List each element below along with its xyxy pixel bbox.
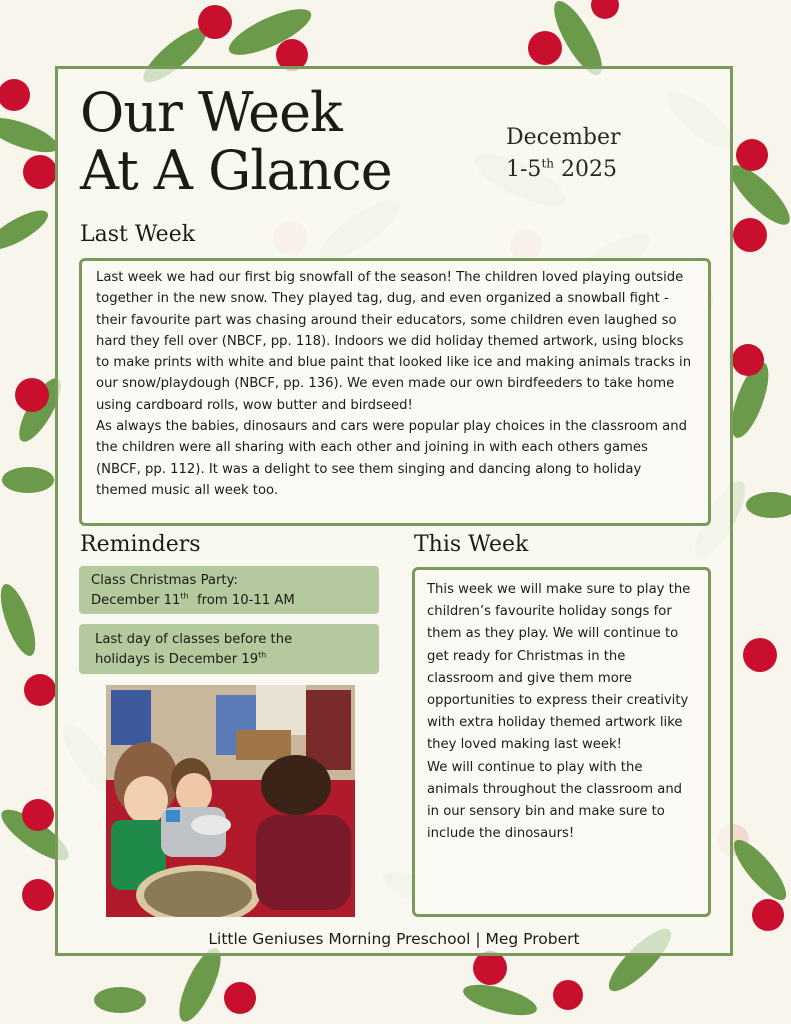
date-month: December — [506, 125, 621, 150]
classroom-photo-illustration — [106, 685, 355, 917]
footer-credit: Little Geniuses Morning Preschool | Meg Probert — [208, 930, 580, 948]
last-week-box — [79, 258, 711, 526]
reminder-1-time: from 10-11 AM — [188, 593, 295, 608]
week-date — [506, 122, 620, 186]
last-week-paragraph-2: As always the babies, dinosaurs and cars were popular play choices in the classroom and the children were all sharing with each other and joining in with each others games (NBCF, pp. 112). It was a delight to see them singing and dancing along to holiday themed music all week too. — [96, 419, 687, 498]
this-week-box — [412, 567, 711, 917]
reminder-2-date: holidays is December 19 — [95, 652, 259, 667]
page-title — [80, 81, 392, 202]
reminder-2-line-1: Last day of classes before the — [95, 632, 293, 647]
title-line-2: At A Glance — [80, 139, 392, 202]
last-week-paragraph-1: Last week we had our first big snowfall of the season! The children loved playing outside together in the new snow. They played tag, dug, and even organized a snowball fight - their favourite part was chasing around their educators, some children even laughed so hard they fell over (NBCF, pp. 118). Indoors we did holiday themed artwork, using blocks to make prints with white and blue paint that looked like ice and making animals tracks in our snow/playdough (NBCF, pp. 136). We even made our own birdfeeders to take home using cardboard rolls, wow butter and birdseed! — [96, 270, 692, 413]
this-week-paragraph-1: This week we will make sure to play the children’s favourite holiday songs for them as they play. We will continue to get ready for Christmas in the classroom and give them more opportunities to express their creativity with extra holiday themed artwork like they loved making last week! — [427, 582, 691, 753]
date-year: 2025 — [554, 157, 617, 182]
last-week-heading: Last Week — [80, 222, 196, 247]
reminder-1-date: December 11 — [91, 593, 181, 608]
this-week-paragraph-2: We will continue to play with the animals throughout the classroom and in our sensory bin and make sure to include the dinosaurs! — [427, 759, 683, 842]
reminder-2-ordinal: th — [258, 650, 267, 660]
this-week-heading: This Week — [414, 532, 529, 557]
reminder-1-line-1: Class Christmas Party: — [91, 573, 238, 588]
title-line-1: Our Week — [80, 81, 342, 144]
reminder-1-ordinal: th — [180, 591, 189, 601]
reminder-christmas-party — [79, 566, 379, 614]
reminders-heading: Reminders — [80, 532, 201, 557]
reminder-last-day — [79, 624, 379, 674]
date-range: 1-5 — [506, 157, 542, 182]
date-ordinal: th — [541, 156, 554, 171]
classroom-photo — [106, 685, 355, 917]
